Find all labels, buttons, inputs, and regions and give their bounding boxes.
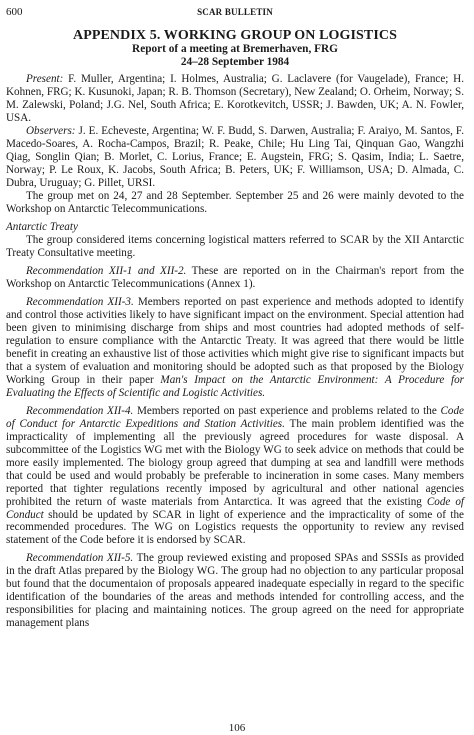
rec-xii-1-2-paragraph [6,265,464,291]
meeting-dates-paragraph: The group met on 24, 27 and 28 September. September 25 and 26 were mainly devoted to the Workshop on Antarctic Telecommunications. [6,189,464,215]
rec-xii-1-2-label: Recommendation XII-1 and XII-2. [26,265,187,278]
section-heading: Antarctic Treaty [6,221,78,234]
rec-xii-5-text: The group reviewed existing and proposed SPAs and SSSIs as provided in the draft Atlas prepared by the Biology WG. The group had no objection to any particular proposal but found that the documentaion of proposals appeared inadequate especially in regard to the specific identification of the boundaries of the areas and methods intended for controlling access, and the responsibilities for placing and maintaining notices. The group agreed on the need for appropriate management plans [6,552,464,630]
observers-paragraph [6,125,464,190]
rec-xii-4-text-middle: The main problem identified was the impracticality of implementing all the previously agreed procedures for waste disposal. A subcommittee of the Logistics WG met with the Biology WG to seek advice on methods that could be more easily implemented. The biology group agreed that dumping at sea and landfill were methods that could be used and would probably be preferable to incineration in some cases. Many members reported that tighter regulations recently imposed by agricultural and other national agencies prohibited the return of waste materials from Antarctica. It was agreed that the existing [6,417,464,508]
rec-xii-1-2-text: These are reported on in the Chairman's report from the Workshop on Antarctic Telecommunications (Annex 1). [6,265,464,291]
present-text: F. Muller, Argentina; I. Holmes, Australia; G. Laclavere (for Vaugelade), France; H. Kohnen, FRG; K. Kusunoki, Japan; R. B. Thomson (Secretary), New Zealand; O. Orheim, Norway; S. M. Zalewski, Poland; J.G. Nel, South Africa; E. Korotkevitch, USSR; J. Bawden, UK; A. N. Fowler, USA. [6,73,464,124]
rec-xii-5-paragraph [6,552,464,630]
rec-xii-4-paragraph [6,405,464,547]
observers-text: J. E. Echeveste, Argentina; W. F. Budd, S. Darwen, Australia; F. Araiyo, M. Santos, F. Macedo-Soares, A. Rocha-Campos, Brazil; R. Peake, Chile; Hu Ling Tai, Qinquan Gao, Wangzhi Qiag, Songlin Qian; B. Morlet, C. Lorius, France; E. Augstein, FRG; S. Qasim, India; L. Saetre, Norway; P. Le Roux, K. Jacobs, South Africa; B. Peters, UK; F. Williamson, USA; D. Almada, C. Dubra, Uruguay; G. Pillet, URSI. [6,124,464,189]
rec-xii-3-paragraph [6,296,464,400]
rec-xii-4-code-ref: Code of Conduct [6,495,464,521]
appendix-title: APPENDIX 5. WORKING GROUP ON LOGISTICS [72,28,398,43]
footer-page-number: 106 [228,722,246,734]
journal-title: SCAR BULLETIN [197,7,273,17]
meeting-dates-subtitle: 24–28 September 1984 [180,56,290,68]
rec-xii-4-text-end: should be updated by SCAR in light of experience and the impracticality of some of the recommended procedures. The WG on Logistics requests the opportunity to review any revised statement of the Code before it is endorsed by SCAR. [6,508,464,547]
treaty-paragraph: The group considered items concerning logistical matters referred to SCAR by the XII Antarctic Treaty Consultative meeting. [6,234,464,260]
rec-xii-3-text: Members reported on past experience and methods adopted to identify and control those activities likely to have significant impact on the environment. Special attention had been given to minimising discharge from ships and most countries had adopted methods of self-regulation to ensure compliance with the Antarctic Treaty. It was agreed that there would be little benefit in creating an exhaustive list of those activities which might give rise to significant impacts but that a system of evaluation and monitoring should be adopted such as that proposed by the Biology Working Group in their paper [6,296,464,386]
rec-xii-4-text: Members reported on past experience and problems related to the [133,404,441,417]
page-number: 600 [6,6,23,18]
report-subtitle: Report of a meeting at Bremerhaven, FRG [132,43,338,55]
observers-label: Observers: [26,124,76,137]
rec-xii-3-paper-title: Man's Impact on the Antarctic Environment: A Procedure for Evaluating the Effects of Scientific and Logistic Activities. [6,373,465,399]
rec-xii-3-label: Recommendation XII-3. [26,296,134,309]
rec-xii-4-code-title: Code of Conduct for Antarctic Expeditions and Station Activities. [6,404,464,430]
rec-xii-4-label: Recommendation XII-4. [26,404,134,417]
rec-xii-5-label: Recommendation XII-5. [26,552,134,565]
running-header [6,4,464,20]
present-paragraph [6,73,464,125]
present-label: Present: [26,73,64,85]
